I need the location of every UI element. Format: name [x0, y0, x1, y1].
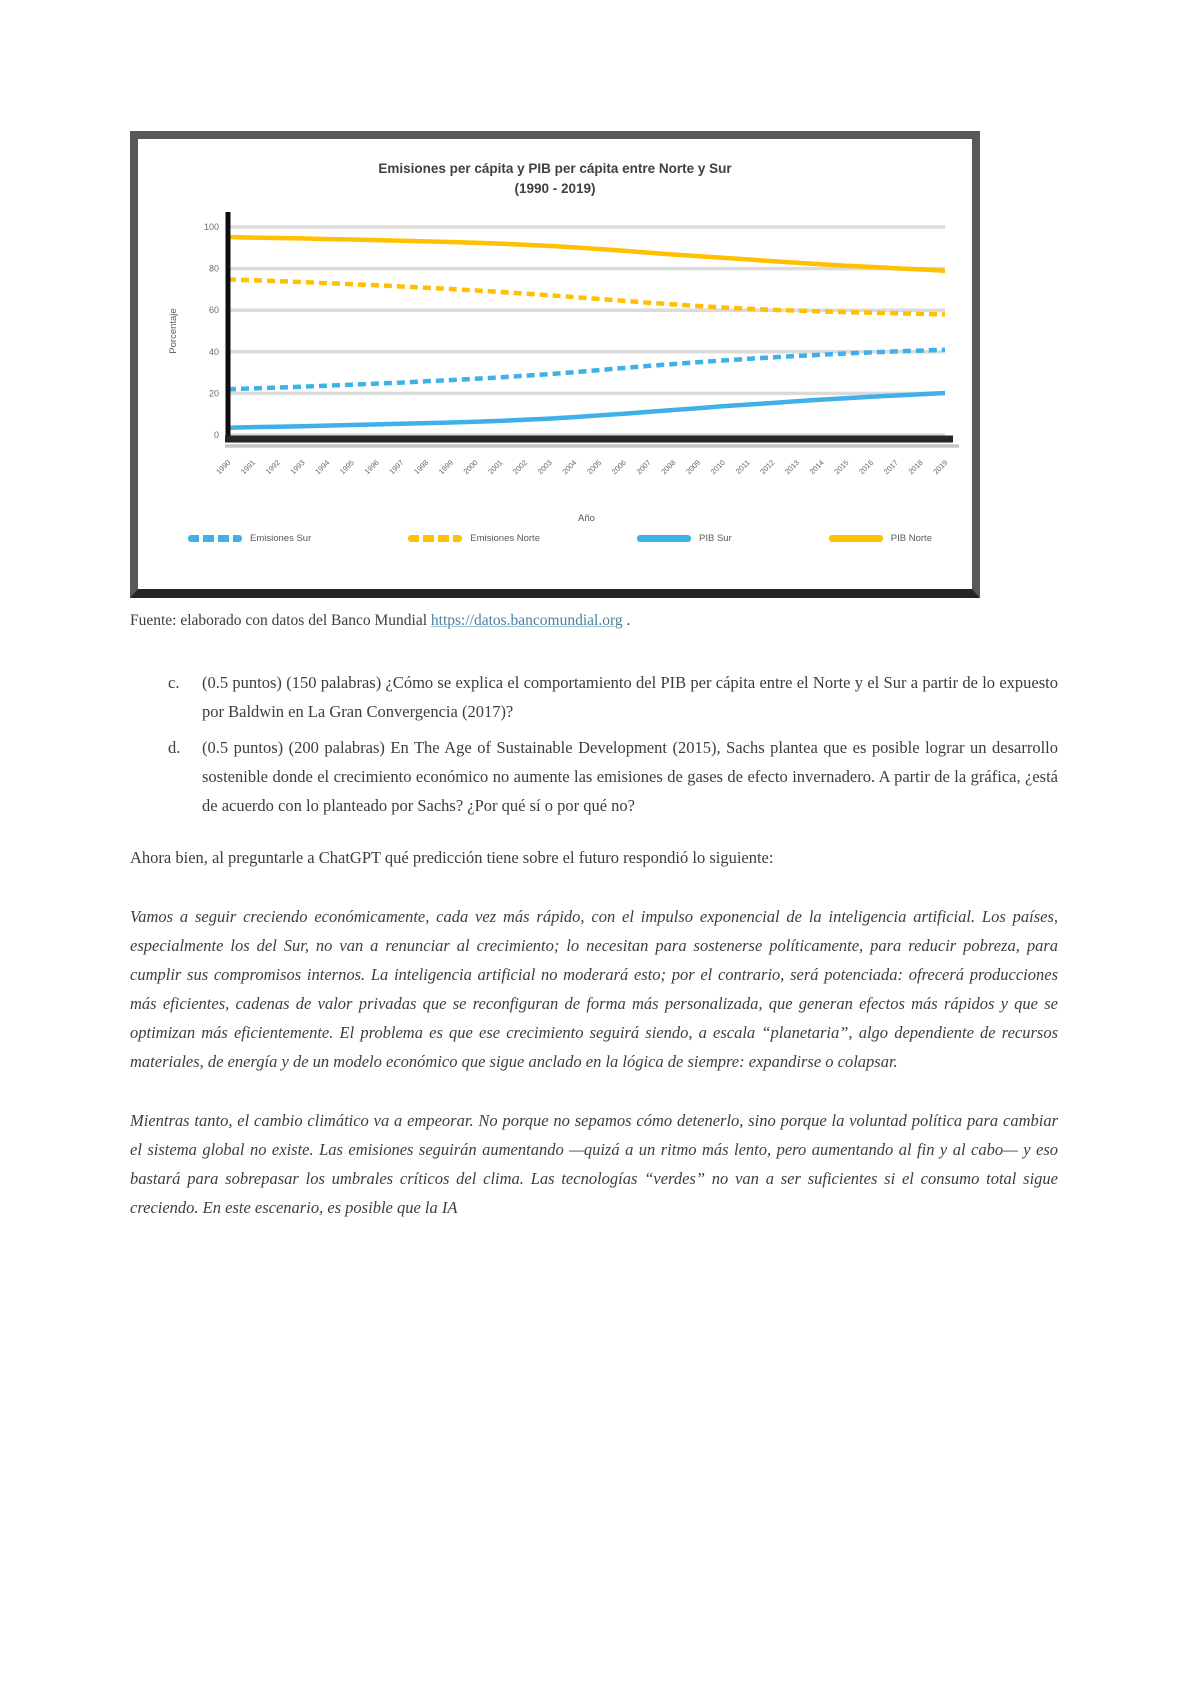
svg-text:1999: 1999 [436, 457, 455, 477]
svg-text:20: 20 [208, 388, 219, 399]
intro-paragraph: Ahora bien, al preguntarle a ChatGPT qué predicción tiene sobre el futuro respondió lo siguiente: [130, 848, 774, 867]
chart-legend [138, 533, 972, 544]
svg-text:2015: 2015 [832, 457, 851, 477]
legend-label: Emisiones Sur [250, 532, 312, 544]
legend-item-emisiones-norte [408, 533, 540, 544]
question-list [130, 668, 1058, 820]
document-page [130, 131, 1058, 1222]
gridlines [228, 227, 945, 435]
source-suffix: . [622, 612, 631, 629]
series-pib-sur [228, 393, 945, 428]
series-pib-norte [228, 237, 945, 271]
legend-swatch [408, 535, 462, 542]
svg-text:2018: 2018 [906, 457, 925, 477]
legend-item-pib-sur [637, 533, 732, 544]
y-axis-label: Porcentaje [168, 308, 179, 354]
svg-text:80: 80 [208, 263, 219, 274]
svg-text:2009: 2009 [684, 457, 703, 477]
svg-text:2005: 2005 [585, 457, 604, 477]
question-text: (0.5 puntos) (200 palabras) En The Age of Sustainable Development (2015), Sachs plantea que es posible lograr un desarrollo sostenible donde el crecimiento económico no aumente las emisiones de gases de efecto invernadero. A partir de la gráfica, ¿está de acuerdo con lo planteado por Sachs? ¿Por qué sí o por qué no? [202, 738, 1058, 815]
svg-text:2004: 2004 [560, 457, 579, 477]
x-axis-ticks [214, 458, 949, 476]
source-text: Fuente: elaborado con datos del Banco Mundial [130, 612, 431, 629]
svg-text:2000: 2000 [461, 457, 480, 477]
question-marker: c. [168, 673, 180, 692]
svg-text:1990: 1990 [214, 457, 233, 477]
svg-text:1992: 1992 [263, 457, 282, 477]
svg-text:2017: 2017 [881, 457, 900, 477]
svg-text:2019: 2019 [931, 457, 950, 477]
legend-swatch [637, 535, 691, 542]
svg-text:2011: 2011 [733, 457, 752, 476]
chart-figure [130, 131, 980, 598]
svg-text:2016: 2016 [857, 457, 876, 477]
chatgpt-quote-paragraph-1: Vamos a seguir creciendo económicamente, cada vez más rápido, con el impulso exponencial de la inteligencia artificial. Los países, especialmente los del Sur, no van a renunciar al crecimiento; lo necesitan para sostenerse políticamente, para reducir pobreza, para cumplir sus compromisos internos. La inteligencia artificial no moderará esto; por el contrario, será potenciada: ofrecerá producciones más eficientes, cadenas de valor privadas que se reconfiguran de forma más personalizada, que generan efectos más rápidos y que se optimizan más eficientemente. El problema es que ese crecimiento seguirá siendo, a escala “planetaria”, algo dependiente de recursos materiales, de energía y de un modelo económico que sigue anclado en la lógica de siempre: expandirse o colapsar. [130, 907, 1058, 1071]
svg-text:1995: 1995 [337, 457, 357, 477]
question-text: (0.5 puntos) (150 palabras) ¿Cómo se explica el comportamiento del PIB per cápita entre el Norte y el Sur a partir de lo expuesto por Baldwin en La Gran Convergencia (2017)? [202, 673, 1058, 721]
svg-text:2003: 2003 [535, 457, 554, 477]
svg-text:40: 40 [208, 346, 219, 357]
question-marker: d. [168, 738, 181, 757]
svg-text:2002: 2002 [510, 457, 530, 477]
svg-text:60: 60 [208, 305, 219, 316]
source-caption [130, 607, 1058, 635]
question-item-d [168, 733, 1058, 820]
legend-item-emisiones-sur [188, 533, 311, 544]
svg-text:1994: 1994 [313, 457, 332, 477]
legend-label: PIB Norte [890, 532, 932, 544]
svg-text:2014: 2014 [807, 457, 826, 477]
svg-text:2013: 2013 [782, 457, 802, 477]
series-emisiones-sur [228, 350, 945, 390]
legend-swatch [829, 535, 883, 542]
svg-text:1996: 1996 [362, 457, 381, 477]
svg-text:1991: 1991 [238, 457, 258, 477]
y-axis-ticks [204, 222, 219, 440]
svg-text:1997: 1997 [387, 457, 406, 477]
line-chart [138, 201, 972, 531]
svg-text:100: 100 [203, 221, 219, 232]
svg-text:2008: 2008 [659, 457, 678, 477]
legend-label: Emisiones Norte [470, 532, 540, 544]
question-item-c [168, 668, 1058, 726]
svg-text:2010: 2010 [708, 457, 727, 477]
svg-text:2006: 2006 [609, 457, 629, 477]
svg-text:2001: 2001 [486, 457, 505, 477]
chatgpt-quote-paragraph-2: Mientras tanto, el cambio climático va a empeorar. No porque no sepamos cómo detenerlo, sino porque la voluntad política para cambiar el sistema global no existe. Las emisiones seguirán aumentando —quizá a un ritmo más lento, pero aumentando al fin y al cabo— y eso bastará para sobrepasar los umbrales críticos del clima. Las tecnologías “verdes” no van a ser suficientes si el consumo total sigue creciendo. En este escenario, es posible que la IA [130, 1111, 1058, 1217]
svg-text:0: 0 [213, 429, 219, 440]
chart-title: Emisiones per cápita y PIB per cápita entre Norte y Sur [378, 161, 732, 176]
svg-text:1998: 1998 [412, 457, 431, 477]
chart-subtitle: (1990 - 2019) [514, 180, 596, 196]
legend-swatch [188, 535, 242, 542]
svg-text:1993: 1993 [288, 457, 307, 477]
x-axis-label: Año [578, 512, 595, 524]
legend-item-pib-norte [829, 533, 932, 544]
source-link[interactable]: https://datos.bancomundial.org [430, 612, 623, 629]
legend-label: PIB Sur [699, 532, 732, 544]
svg-text:2012: 2012 [758, 457, 777, 477]
svg-text:2007: 2007 [634, 457, 653, 477]
